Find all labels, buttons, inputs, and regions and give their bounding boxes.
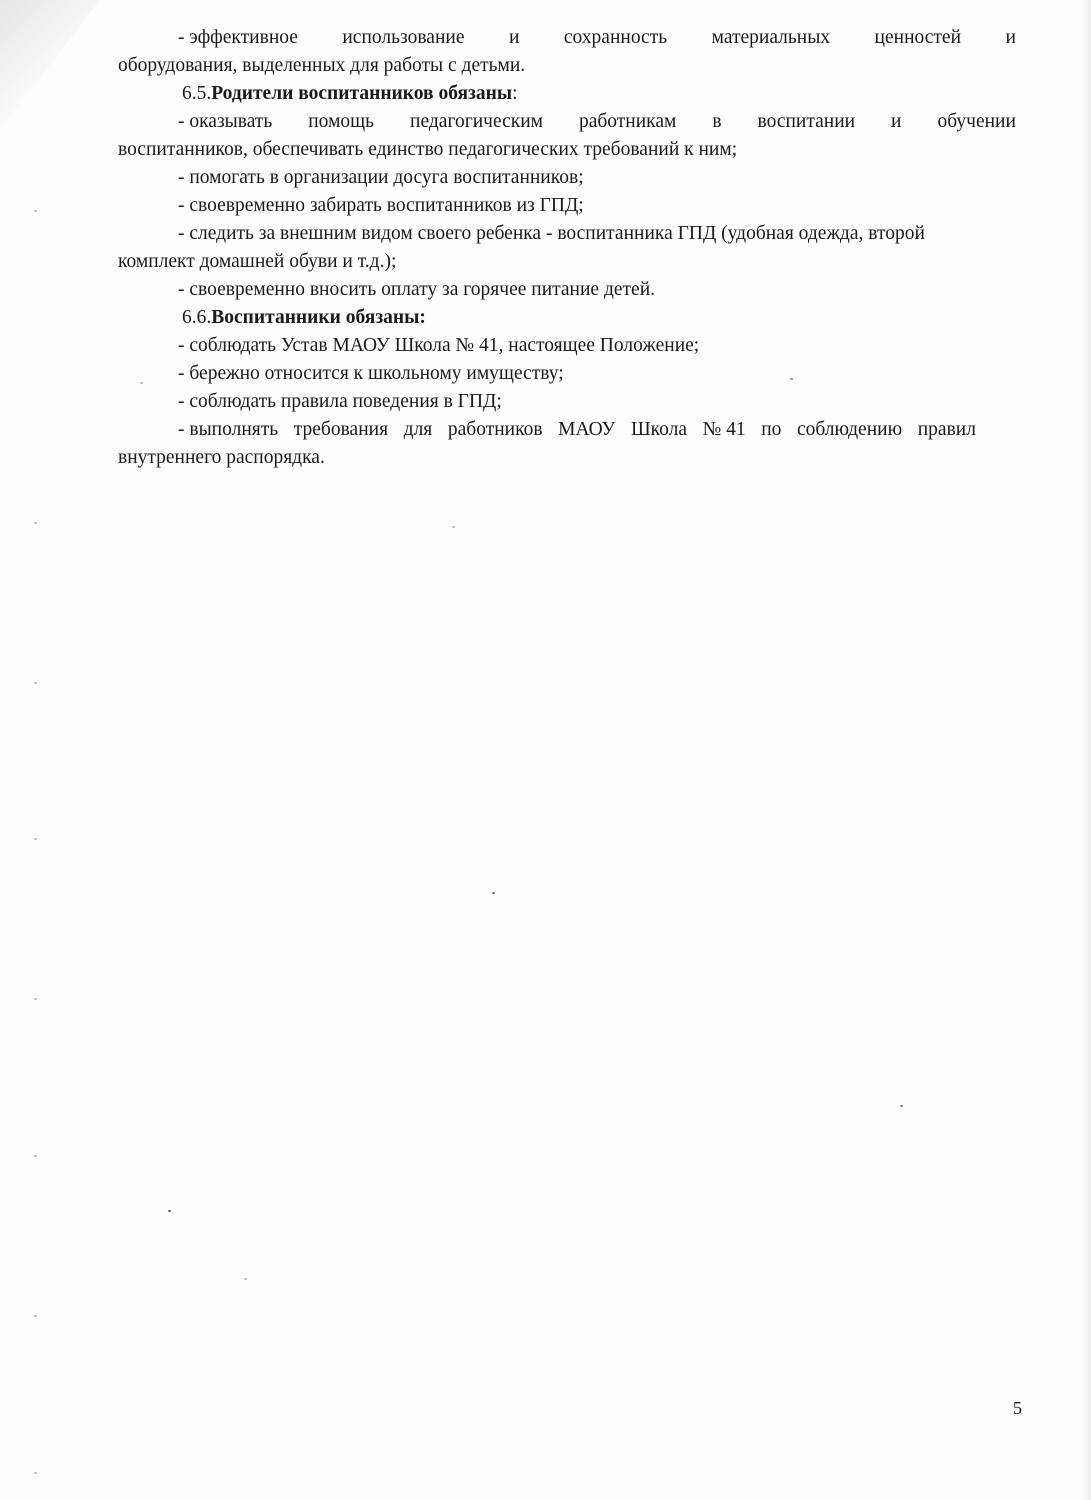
list-item-appearance: - следить за внешним видом своего ребенка - воспитанника ГПД (удобная одежда, второй (178, 223, 925, 244)
page-number: 5 (1013, 1398, 1022, 1418)
scan-speck (790, 378, 793, 380)
scan-speck (34, 998, 37, 1000)
scan-speck (244, 1278, 247, 1280)
paragraph-line-9: комплект домашней обуви и т.д.); (118, 251, 397, 272)
paragraph-line-15: - выполнять требования для работников МАОУ Школа № 41 по соблюдению правил (178, 419, 976, 440)
page-corner-fold (0, 0, 100, 130)
scan-speck (900, 1105, 903, 1107)
scan-speck (34, 1315, 37, 1317)
scan-speck (34, 210, 37, 212)
page-edge-shadow (1081, 0, 1091, 1500)
document-body (118, 24, 1016, 472)
scan-speck (140, 382, 143, 384)
paragraph-line-16: внутреннего распорядка. (118, 447, 325, 468)
scan-speck (34, 682, 37, 684)
scan-speck (168, 1210, 171, 1212)
paragraph-line-2: оборудования, выделенных для работы с детьми. (118, 55, 526, 76)
scan-speck (492, 892, 495, 894)
list-item-behavior: - соблюдать правила поведения в ГПД; (178, 391, 502, 412)
section-heading-6-6: 6.6.Воспитанники обязаны: (182, 307, 426, 328)
scan-speck (34, 838, 37, 840)
scan-speck (34, 1155, 37, 1157)
paragraph-line-4: - оказывать помощь педагогическим работникам в воспитании и обучении (178, 111, 1016, 132)
section-heading-6-5: 6.5.Родители воспитанников обязаны: (182, 83, 518, 104)
scan-speck (452, 526, 455, 528)
list-item-charter: - соблюдать Устав МАОУ Школа № 41, настоящее Положение; (178, 335, 700, 356)
list-item-leisure: - помогать в организации досуга воспитанников; (178, 167, 584, 188)
list-item-pickup: - своевременно забирать воспитанников из ГПД; (178, 195, 584, 216)
list-item-property: - бережно относится к школьному имуществу; (178, 363, 564, 384)
scan-speck (34, 522, 37, 524)
paragraph-line-1: - эффективное использование и сохранность материальных ценностей и (178, 27, 1016, 48)
scan-speck (34, 1472, 37, 1474)
paragraph-line-5: воспитанников, обеспечивать единство педагогических требований к ним; (118, 139, 738, 160)
list-item-payment: - своевременно вносить оплату за горячее питание детей. (178, 279, 656, 300)
